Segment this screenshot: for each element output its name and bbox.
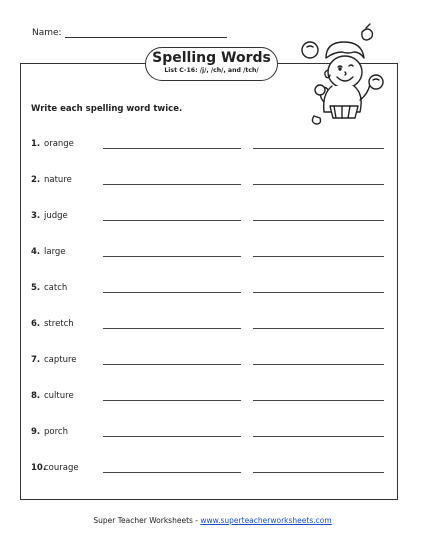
word-number: 7. — [31, 355, 41, 365]
second-write-line[interactable] — [253, 220, 384, 221]
spelling-word: courage — [44, 463, 79, 473]
spelling-word: culture — [44, 391, 74, 401]
spelling-word: judge — [44, 211, 68, 221]
spelling-word: nature — [44, 175, 72, 185]
word-number: 5. — [31, 283, 41, 293]
title-box — [145, 47, 278, 81]
word-row — [0, 175, 425, 191]
first-write-line[interactable] — [103, 148, 241, 149]
first-write-line[interactable] — [103, 472, 241, 473]
word-row — [0, 283, 425, 299]
first-write-line[interactable] — [103, 400, 241, 401]
word-number: 2. — [31, 175, 41, 185]
first-write-line[interactable] — [103, 220, 241, 221]
word-row — [0, 139, 425, 155]
spelling-word: catch — [44, 283, 68, 293]
second-write-line[interactable] — [253, 328, 384, 329]
second-write-line[interactable] — [253, 400, 384, 401]
word-number: 9. — [31, 427, 41, 437]
word-row — [0, 391, 425, 407]
name-label: Name: — [32, 28, 62, 38]
first-write-line[interactable] — [103, 436, 241, 437]
word-row — [0, 427, 425, 443]
spelling-word: porch — [44, 427, 68, 437]
name-field-row — [32, 27, 227, 38]
second-write-line[interactable] — [253, 148, 384, 149]
first-write-line[interactable] — [103, 184, 241, 185]
name-input-line[interactable] — [65, 27, 227, 38]
word-row — [0, 355, 425, 371]
word-number: 1. — [31, 139, 41, 149]
worksheet-title: Spelling Words — [152, 50, 271, 66]
word-row — [0, 211, 425, 227]
word-row — [0, 463, 425, 479]
word-number: 10. — [31, 463, 47, 473]
word-number: 3. — [31, 211, 41, 221]
worksheet-subtitle: List C-16: /j/, /ch/, and /tch/ — [164, 67, 259, 74]
word-row — [0, 247, 425, 263]
footer-text: Super Teacher Worksheets - — [93, 516, 201, 525]
word-row — [0, 319, 425, 335]
spelling-word: capture — [44, 355, 77, 365]
second-write-line[interactable] — [253, 256, 384, 257]
spelling-word: stretch — [44, 319, 74, 329]
second-write-line[interactable] — [253, 184, 384, 185]
word-number: 6. — [31, 319, 41, 329]
first-write-line[interactable] — [103, 256, 241, 257]
word-number: 4. — [31, 247, 41, 257]
first-write-line[interactable] — [103, 328, 241, 329]
second-write-line[interactable] — [253, 364, 384, 365]
second-write-line[interactable] — [253, 472, 384, 473]
word-number: 8. — [31, 391, 41, 401]
footer — [0, 516, 425, 525]
footer-link[interactable]: www.superteacherworksheets.com — [200, 516, 332, 525]
mascot-illustration-icon — [290, 20, 390, 130]
instruction-text: Write each spelling word twice. — [31, 104, 183, 114]
second-write-line[interactable] — [253, 436, 384, 437]
spelling-word: large — [44, 247, 66, 257]
second-write-line[interactable] — [253, 292, 384, 293]
first-write-line[interactable] — [103, 364, 241, 365]
first-write-line[interactable] — [103, 292, 241, 293]
spelling-word: orange — [44, 139, 74, 149]
